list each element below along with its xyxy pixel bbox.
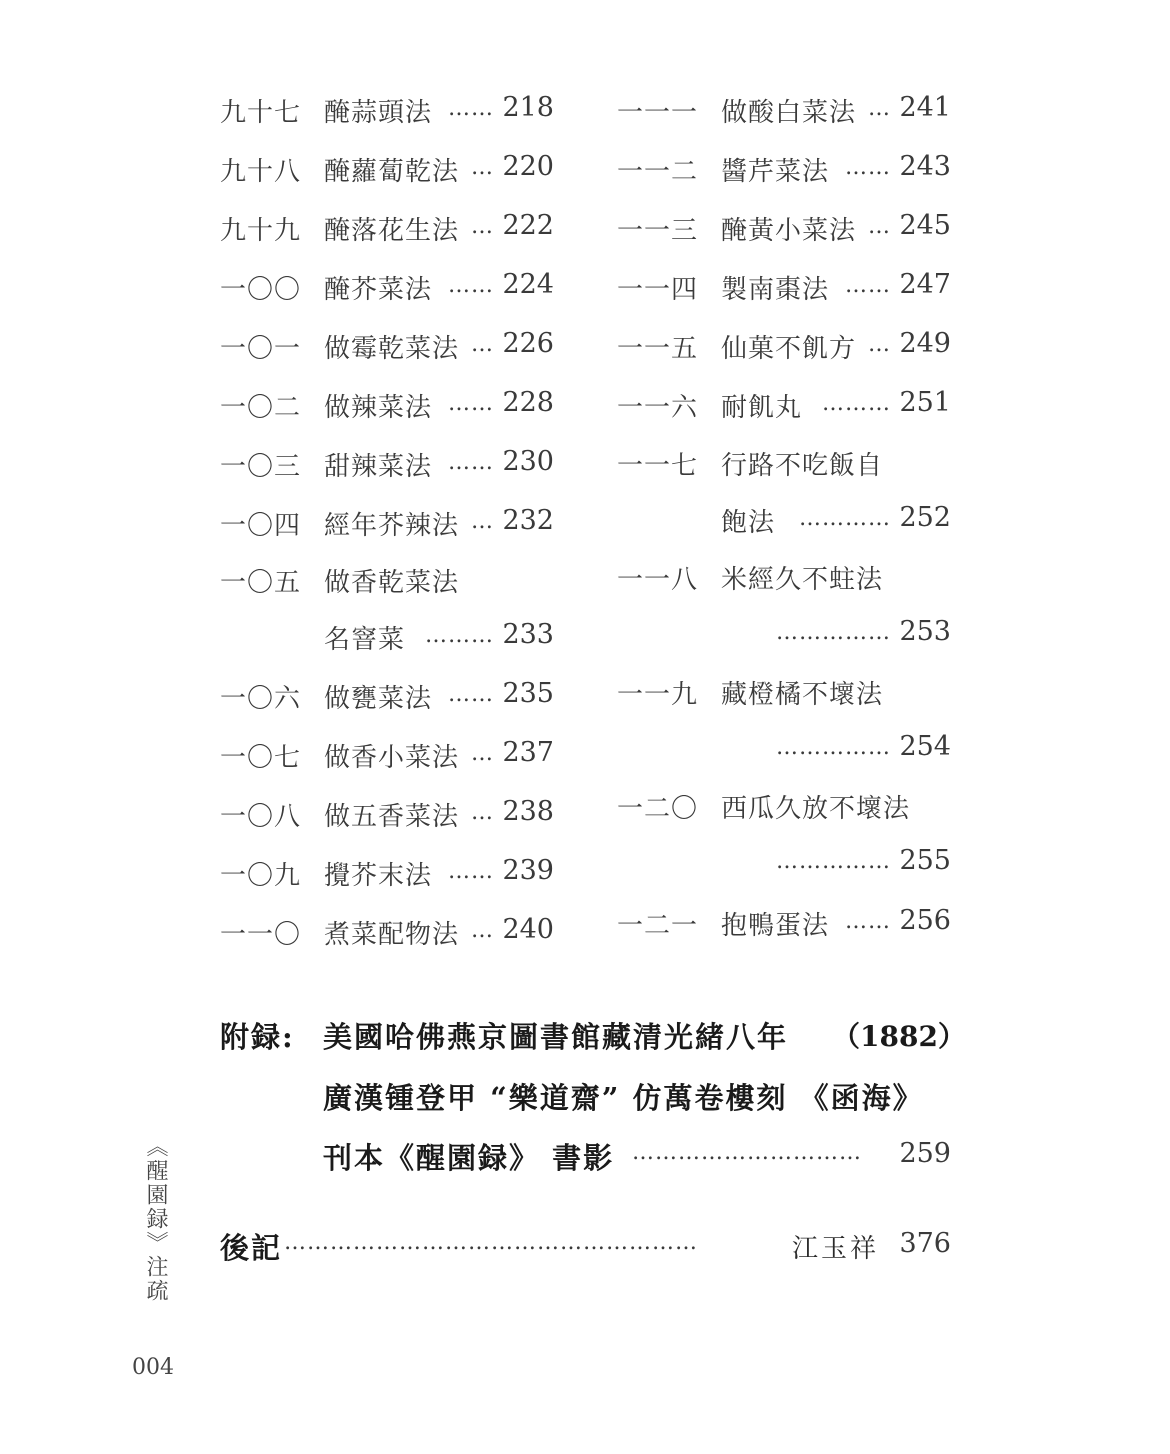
leader-dots: …………… [776, 620, 891, 645]
entry-title: 醃芥菜法 [324, 275, 433, 305]
leader-dots: ……… [822, 391, 891, 416]
leader-dots: … [471, 155, 494, 180]
leader-dots: …… [448, 859, 494, 884]
entry-page: 233 [502, 619, 554, 650]
leader-dots: …… [448, 273, 494, 298]
entry-page: 256 [899, 905, 951, 936]
toc-entry [617, 269, 957, 309]
toc-entry [220, 505, 560, 545]
leader-dots: … [471, 741, 494, 766]
entry-page: 243 [899, 151, 951, 182]
entry-number: 一一七 [617, 451, 699, 481]
leader-dots: …… [448, 450, 494, 475]
entry-title: 名窨菜 [324, 625, 406, 655]
leader-dots: …………… [776, 735, 891, 760]
leader-dots: … [868, 214, 891, 239]
entry-title: 耐飢丸 [721, 393, 803, 423]
leader-dots: ………………………… [632, 1140, 862, 1165]
entry-title: 西瓜久放不壞法 [721, 794, 911, 824]
entry-page: 245 [899, 210, 951, 241]
entry-page: 238 [502, 796, 554, 827]
toc-entry [617, 445, 957, 485]
leader-dots: …… [845, 273, 891, 298]
entry-title: 攪芥末法 [324, 861, 433, 891]
entry-page: 228 [502, 387, 554, 418]
toc-entry [220, 387, 560, 427]
entry-number: 一二〇 [617, 794, 699, 824]
toc-entry [220, 151, 560, 191]
entry-number: 一一二 [617, 157, 699, 187]
entry-page: 249 [899, 328, 951, 359]
leader-dots: … [868, 332, 891, 357]
entry-number: 一〇六 [220, 684, 302, 714]
entry-page: 253 [899, 616, 951, 647]
entry-page: 255 [899, 845, 951, 876]
entry-title: 醃落花生法 [324, 216, 460, 246]
entry-page: 232 [502, 505, 554, 536]
entry-page: 226 [502, 328, 554, 359]
entry-title: 仙菓不飢方 [721, 334, 857, 364]
toc-entry [220, 328, 560, 368]
leader-dots: ……………………………………………… [284, 1230, 698, 1255]
toc-entry [617, 328, 957, 368]
leader-dots: … [471, 332, 494, 357]
leader-dots: … [471, 214, 494, 239]
entry-title: 甜辣菜法 [324, 452, 433, 482]
entry-page: 224 [502, 269, 554, 300]
toc-entry-continuation [617, 731, 957, 771]
appendix-label: 附録: [220, 1020, 295, 1054]
entry-page: 237 [502, 737, 554, 768]
appendix-page: 259 [899, 1138, 951, 1169]
entry-number: 一一八 [617, 565, 699, 595]
entry-page: 241 [899, 92, 951, 123]
entry-title: 做酸白菜法 [721, 98, 857, 128]
entry-page: 251 [899, 387, 951, 418]
entry-number: 一一三 [617, 216, 699, 246]
entry-number: 一〇九 [220, 861, 302, 891]
afterword-page: 376 [899, 1228, 951, 1259]
leader-dots: … [868, 96, 891, 121]
entry-page: 239 [502, 855, 554, 886]
entry-title: 醃黃小菜法 [721, 216, 857, 246]
toc-entry [617, 559, 957, 599]
entry-title: 做霉乾菜法 [324, 334, 460, 364]
toc-entry [617, 210, 957, 250]
entry-title: 行路不吃飯自 [721, 451, 884, 481]
entry-number: 一〇八 [220, 802, 302, 832]
entry-page: 247 [899, 269, 951, 300]
entry-page: 222 [502, 210, 554, 241]
entry-title: 做香小菜法 [324, 743, 460, 773]
appendix-title-line-3: 刊本《醒園録》 書影 [323, 1141, 615, 1175]
toc-entry-continuation [220, 619, 560, 659]
entry-title: 藏橙橘不壞法 [721, 680, 884, 710]
entry-page: 252 [899, 502, 951, 533]
toc-entry [617, 92, 957, 132]
entry-title: 做甕菜法 [324, 684, 433, 714]
toc-entry [220, 914, 560, 954]
entry-title: 做辣菜法 [324, 393, 433, 423]
entry-number: 一一四 [617, 275, 699, 305]
entry-title: 製南棗法 [721, 275, 830, 305]
toc-entry [220, 737, 560, 777]
toc-entry [220, 269, 560, 309]
toc-entry [617, 788, 957, 828]
appendix-title-line-1: 美國哈佛燕京圖書館藏清光緒八年 [323, 1020, 789, 1054]
entry-number: 一一五 [617, 334, 699, 364]
entry-number: 一〇一 [220, 334, 302, 364]
entry-number: 一一〇 [220, 920, 302, 950]
leader-dots: …… [448, 682, 494, 707]
leader-dots: …………… [776, 849, 891, 874]
toc-entry-continuation [617, 845, 957, 885]
afterword-author: 江玉祥 [792, 1234, 880, 1264]
entry-number: 九十九 [220, 216, 302, 246]
entry-number: 一一六 [617, 393, 699, 423]
toc-entry [220, 562, 560, 602]
leader-dots: …… [845, 155, 891, 180]
entry-title: 做五香菜法 [324, 802, 460, 832]
entry-number: 一〇五 [220, 568, 302, 598]
toc-entry-continuation [617, 616, 957, 656]
entry-number: 一〇二 [220, 393, 302, 423]
leader-dots: …… [448, 96, 494, 121]
entry-page: 220 [502, 151, 554, 182]
entry-number: 一〇四 [220, 511, 302, 541]
entry-number: 一二一 [617, 911, 699, 941]
leader-dots: ………… [799, 506, 891, 531]
entry-number: 九十七 [220, 98, 302, 128]
entry-page: 254 [899, 731, 951, 762]
entry-title: 抱鴨蛋法 [721, 911, 830, 941]
entry-title: 飽法 [721, 508, 776, 538]
entry-number: 一一一 [617, 98, 699, 128]
entry-number: 一一九 [617, 680, 699, 710]
entry-title: 醬芹菜法 [721, 157, 830, 187]
entry-number: 一〇三 [220, 452, 302, 482]
toc-entry [617, 905, 957, 945]
entry-number: 一〇七 [220, 743, 302, 773]
leader-dots: … [471, 800, 494, 825]
entry-title: 米經久不蛀法 [721, 565, 884, 595]
leader-dots: … [471, 918, 494, 943]
leader-dots: …… [845, 909, 891, 934]
toc-entry [220, 678, 560, 718]
entry-page: 218 [502, 92, 554, 123]
entry-page: 235 [502, 678, 554, 709]
leader-dots: ……… [425, 623, 494, 648]
toc-entry-continuation [617, 502, 957, 542]
entry-title: 醃蒜頭法 [324, 98, 433, 128]
entry-number: 九十八 [220, 157, 302, 187]
toc-entry [220, 210, 560, 250]
entry-number: 一〇〇 [220, 275, 302, 305]
toc-entry [220, 855, 560, 895]
entry-title: 經年芥辣法 [324, 511, 460, 541]
toc-entry [617, 151, 957, 191]
appendix-year: （1882） [832, 1020, 966, 1053]
entry-page: 230 [502, 446, 554, 477]
entry-page: 240 [502, 914, 554, 945]
entry-title: 醃蘿蔔乾法 [324, 157, 460, 187]
leader-dots: …… [448, 391, 494, 416]
page-number: 004 [132, 1355, 174, 1380]
entry-title: 做香乾菜法 [324, 568, 460, 598]
afterword-label: 後記 [220, 1231, 283, 1265]
leader-dots: … [471, 509, 494, 534]
toc-entry [220, 446, 560, 486]
toc-entry [617, 674, 957, 714]
running-head: 《醒園録》注疏 [143, 1135, 168, 1303]
toc-entry [220, 796, 560, 836]
toc-entry [220, 92, 560, 132]
toc-entry [617, 387, 957, 427]
entry-title: 煮菜配物法 [324, 920, 460, 950]
appendix-title-line-2: 廣漢锺登甲 “樂道齋” 仿萬卷樓刻 《函海》 [323, 1081, 924, 1115]
